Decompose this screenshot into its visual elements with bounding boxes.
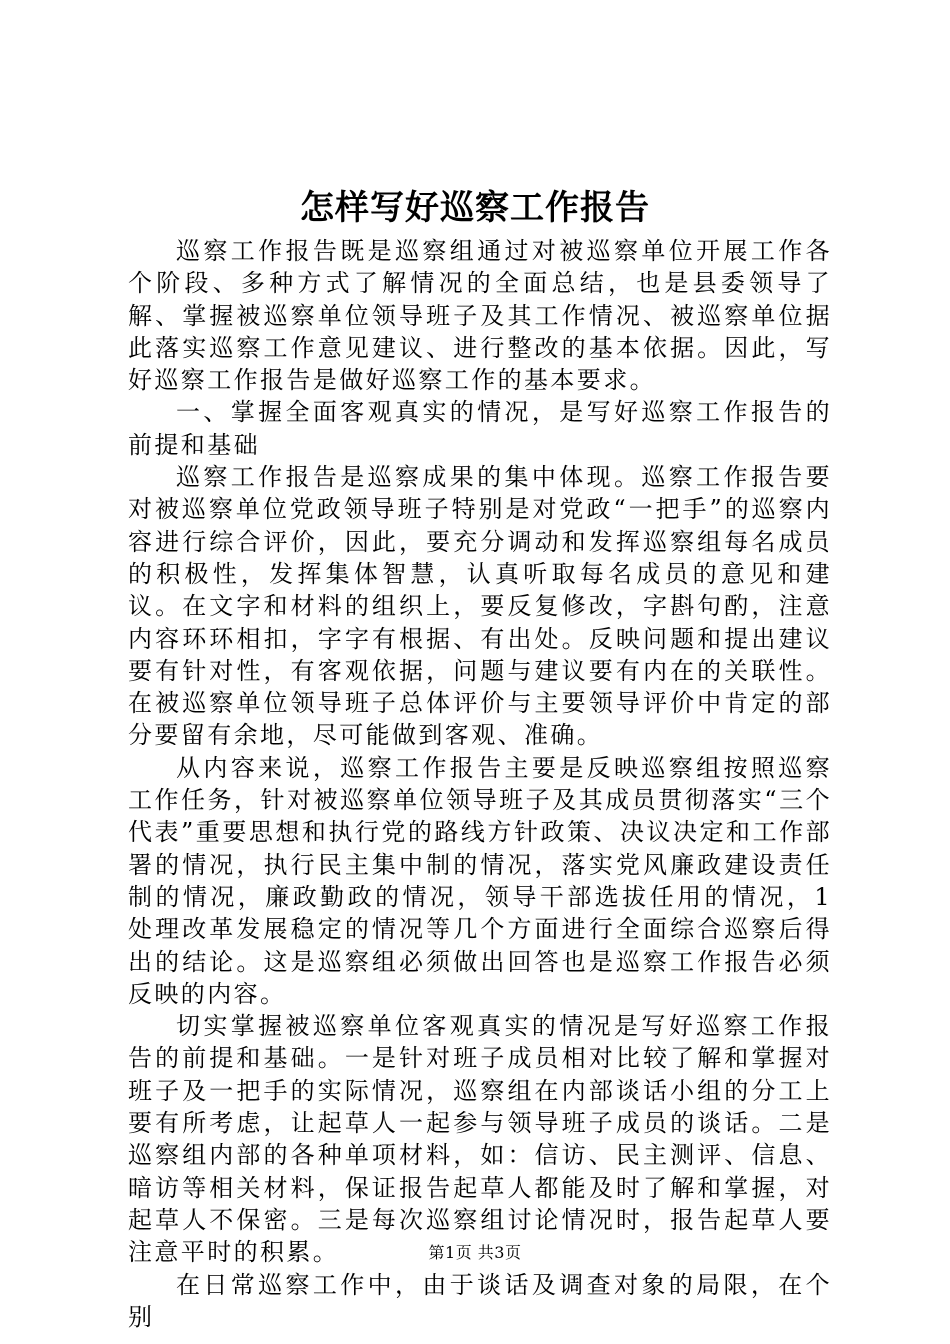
paragraph-daily-work: 在日常巡察工作中，由于谈话及调查对象的局限，在个别	[128, 1270, 832, 1331]
document-body	[128, 235, 832, 1333]
paragraph-grasp-facts: 切实掌握被巡察单位客观真实的情况是写好巡察工作报告的前提和基础。一是针对班子成员相对比较了解和掌握对班子及一把手的实际情况，巡察组在内部谈话小组的分工上要有所考虑，让起草人一起参与领导班子成员的谈话。二是巡察组内部的各种单项材料，如：信访、民主测评、信息、暗访等相关材料，保证报告起草人都能及时了解和掌握，对起草人不保密。三是每次巡察组讨论情况时，报告起草人要注意平时的积累。	[128, 1012, 832, 1267]
paragraph-intro: 巡察工作报告既是巡察组通过对被巡察单位开展工作各个阶段、多种方式了解情况的全面总结，也是县委领导了解、掌握被巡察单位领导班子及其工作情况、被巡察单位据此落实巡察工作意见建议、进行整改的基本依据。因此，写好巡察工作报告是做好巡察工作的基本要求。	[128, 237, 832, 395]
paragraph-report-embodiment: 巡察工作报告是巡察成果的集中体现。巡察工作报告要对被巡察单位党政领导班子特别是对党政“一把手”的巡察内容进行综合评价，因此，要充分调动和发挥巡察组每名成员的积极性，发挥集体智慧，认真听取每名成员的意见和建议。在文字和材料的组织上，要反复修改，字斟句酌，注意内容环环相扣，字字有根据、有出处。反映问题和提出建议要有针对性，有客观依据，问题与建议要有内在的关联性。在被巡察单位领导班子总体评价与主要领导评价中肯定的部分要留有余地，尽可能做到客观、准确。	[128, 463, 832, 750]
page-number-footer: 第1页 共3页	[428, 1243, 522, 1262]
document-title: 怎样写好巡察工作报告	[300, 188, 650, 228]
paragraph-content: 从内容来说，巡察工作报告主要是反映巡察组按照巡察工作任务，针对被巡察单位领导班子及其成员贯彻落实“三个代表”重要思想和执行党的路线方针政策、决议决定和工作部署的情况，执行民主集中制的情况，落实党风廉政建设责任制的情况，廉政勤政的情况，领导干部选拔任用的情况，1处理改革发展稳定的情况等几个方面进行全面综合巡察后得出的结论。这是巡察组必须做出回答也是巡察工作报告必须反映的内容。	[128, 753, 832, 1008]
section-heading-1: 一、掌握全面客观真实的情况，是写好巡察工作报告的前提和基础	[128, 398, 832, 459]
